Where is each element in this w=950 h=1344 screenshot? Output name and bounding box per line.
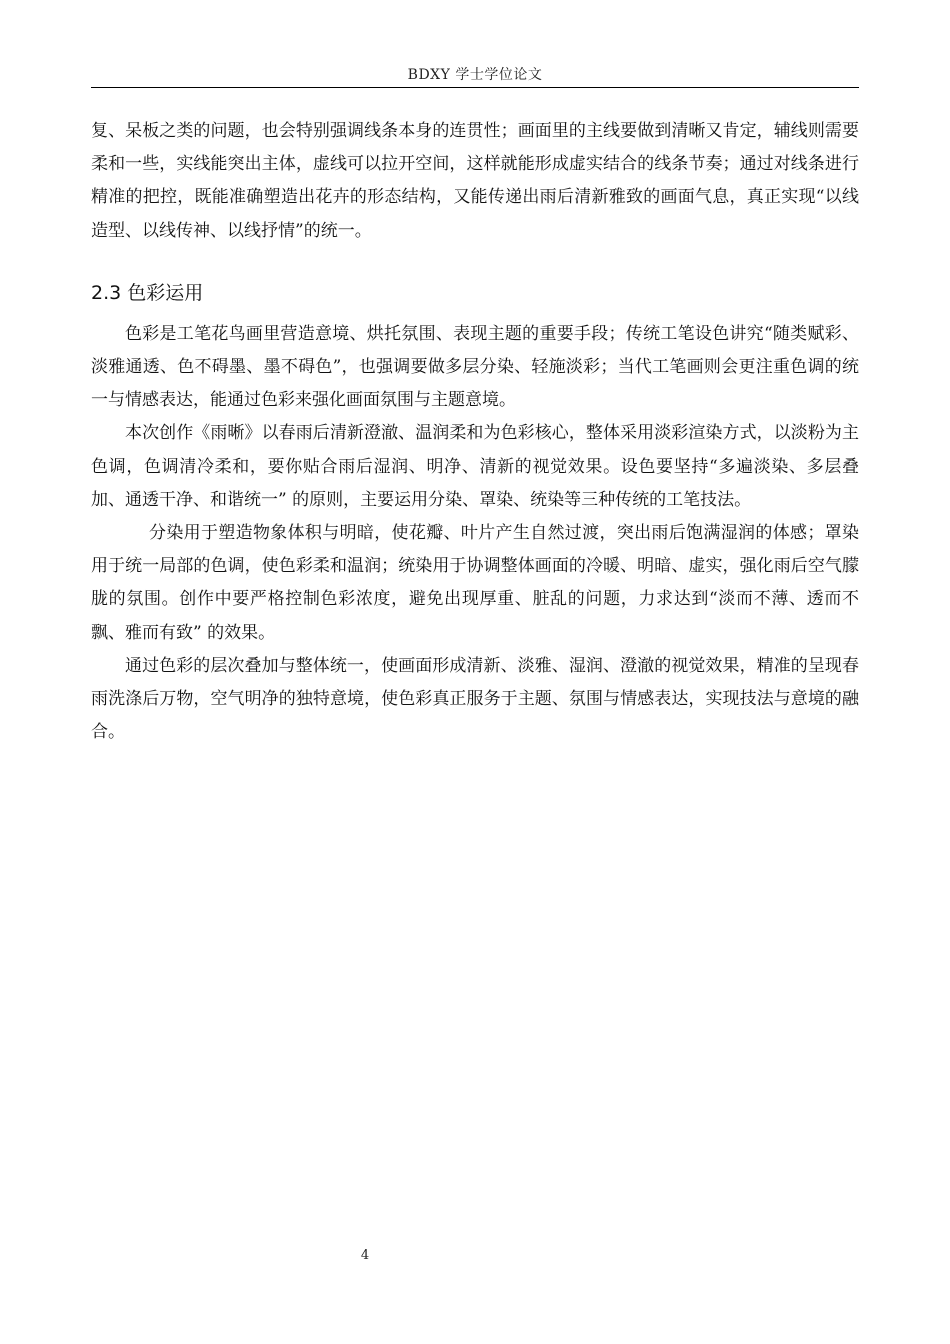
page-number: 4 <box>360 1248 370 1263</box>
body-paragraph: 通过色彩的层次叠加与整体统一，使画面形成清新、淡雅、湿润、澄澈的视觉效果，精准的呈现春雨洗涤后万物，空气明净的独特意境，使色彩真正服务于主题、氛围与情感表达，实现技法与意境的融合。 <box>91 655 859 743</box>
header-rule <box>91 87 859 88</box>
body-paragraph: 分染用于塑造物象体积与明暗，使花瓣、叶片产生自然过渡，突出雨后饱满湿润的体感；罩染用于统一局部的色调，使色彩柔和温润；统染用于协调整体画面的冷暖、明暗、虚实，强化雨后空气朦胧的氛围。创作中要严格控制色彩浓度，避免出现厚重、脏乱的问题，力求达到“淡而不薄、透而不飘、雅而有致” 的效果。 <box>91 523 859 643</box>
running-header: BDXY 学士学位论文 <box>407 67 543 83</box>
continuation-paragraph: 复、呆板之类的问题，也会特别强调线条本身的连贯性；画面里的主线要做到清晰又肯定，辅线则需要柔和一些，实线能突出主体，虚线可以拉开空间，这样就能形成虚实结合的线条节奏；通过对线条进行精准的把控，既能准确塑造出花卉的形态结构，又能传递出雨后清新雅致的画面气息，真正实现“以线造型、以线传神、以线抒情”的统一。 <box>91 121 859 241</box>
body-paragraph: 本次创作《雨晰》以春雨后清新澄澈、温润柔和为色彩核心，整体采用淡彩渲染方式，以淡粉为主色调，色调清冷柔和，要你贴合雨后湿润、明净、清新的视觉效果。设色要坚持“多遍淡染、多层叠加、通透干净、和谐统一” 的原则，主要运用分染、罩染、统染等三种传统的工笔技法。 <box>91 423 859 510</box>
page-body <box>91 115 859 749</box>
section-heading: 2.3 色彩运用 <box>91 281 204 304</box>
body-paragraph: 色彩是工笔花鸟画里营造意境、烘托氛围、表现主题的重要手段；传统工笔设色讲究“随类赋彩、淡雅通透、色不碍墨、墨不碍色”，也强调要做多层分染、轻施淡彩；当代工笔画则会更注重色调的统一与情感表达，能通过色彩来强化画面氛围与主题意境。 <box>91 323 859 411</box>
